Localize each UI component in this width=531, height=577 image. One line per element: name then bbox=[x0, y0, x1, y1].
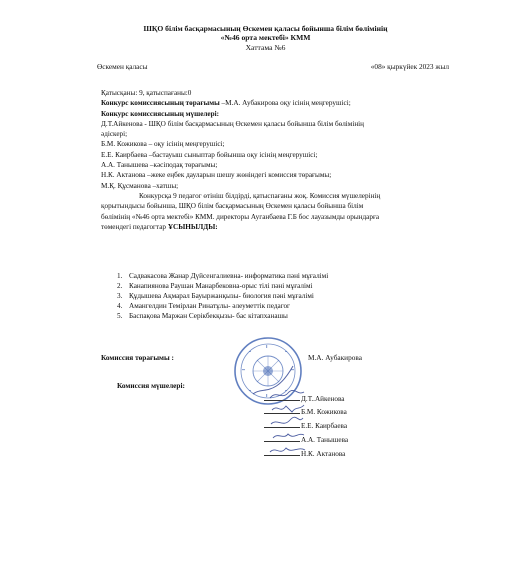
city: Өскемен қаласы bbox=[97, 62, 148, 71]
protocol-date: «08» қыркүйек 2023 жыл bbox=[370, 62, 449, 71]
header-school: «№46 орта мектебі» КММ bbox=[220, 33, 311, 42]
protocol-body bbox=[101, 88, 452, 232]
member-line: А.А. Танышева –кәсіподақ төрағымы; bbox=[101, 161, 218, 170]
list-number: 3. bbox=[117, 292, 123, 300]
candidate-name: Баспақова Маржан Серікбекқызы- бас кітапханашы bbox=[129, 312, 288, 320]
handwritten-signatures-icon bbox=[268, 388, 308, 468]
member-line: Д.Т.Айкенова - ШҚО білім басқармасының Өскемен қаласы бойынша білім бөлімінің bbox=[101, 119, 365, 128]
paragraph-line: қорытындысы бойынша, ШҚО білім басқармасының Өскемен қаласы бойынша білім bbox=[101, 202, 364, 211]
chair-signature-label: Комиссия төрағымы : bbox=[101, 353, 174, 362]
member-line: М.Қ. Құсманова –хатшы; bbox=[101, 181, 179, 190]
chair-title: Конкурс комиссиясының төрағымы bbox=[101, 99, 220, 108]
member-line: Б.М. Кожикова – оқу ісінің меңгерушісі; bbox=[101, 140, 225, 149]
candidate-list bbox=[117, 271, 328, 321]
chair-value: –М.А. Аубакирова оқу ісінің меңгерушісі; bbox=[219, 99, 351, 108]
attendance: Қатысқаны: 9, қатыспағаны:0 bbox=[101, 89, 192, 97]
member-signature-name: Е.Е. Каирбаева bbox=[301, 422, 348, 430]
candidate-name: Садвакасова Жанар Дүйсенгалиевна- информатика пәні мұғалімі bbox=[129, 272, 329, 280]
members-signature-label: Комиссия мүшелері: bbox=[117, 381, 185, 390]
protocol-number: Хаттама №6 bbox=[245, 43, 286, 52]
member-signature-name: Д.Т..Айкенова bbox=[301, 395, 345, 403]
member-line: Н.К. Актанова –жеке еңбек дауларын шешу жөніндегі комиссия төрағымы; bbox=[101, 171, 332, 180]
members-title: Конкурс комиссиясының мүшелері: bbox=[101, 109, 220, 118]
list-item bbox=[117, 291, 328, 301]
paragraph-end: төмендегі педагогтар bbox=[101, 222, 168, 231]
member-line: Е.Е. Каирбаева –бастауыш сыныптар бойынша оқу ісінің меңгерушісі; bbox=[101, 150, 318, 159]
paragraph-line: Конкурсқа 9 педагог өтініш білдірді, қатыспағаны жоқ. Комиссия мүшелерінің bbox=[139, 191, 381, 200]
chair-line bbox=[101, 98, 452, 108]
list-item bbox=[117, 271, 328, 281]
member-signature-name: Б.М. Кожикова bbox=[301, 408, 347, 416]
member-signature-name: А.А. Танышева bbox=[301, 436, 349, 444]
header-organization: ШҚО білім басқармасының Өскемен қаласы бойынша білім бөлімінің bbox=[143, 24, 388, 33]
candidate-name: Канапиянова Раушан Манарбековна-орыс тілі пәні мұғалімі bbox=[129, 282, 313, 290]
list-number: 2. bbox=[117, 282, 123, 290]
candidate-name: Құдышева Ақмарал Бауыржанқызы- биология пәні мұғалімі bbox=[129, 292, 314, 300]
list-number: 1. bbox=[117, 272, 123, 280]
candidate-name: Амангелдин Темірлан Ринатұлы- әлеуметтік педагог bbox=[129, 302, 291, 310]
chair-signature-name: М.А. Аубакирова bbox=[308, 353, 362, 362]
list-number: 5. bbox=[117, 312, 123, 320]
member-line: әдіскері; bbox=[101, 130, 128, 139]
list-item bbox=[117, 311, 328, 321]
list-item bbox=[117, 301, 328, 311]
list-item bbox=[117, 281, 328, 291]
paragraph-line: бөлімінің «№46 орта мектебі» КММ. директоры Ауганбаева Г.Б бос лауазымды орындарға bbox=[101, 212, 380, 221]
list-number: 4. bbox=[117, 302, 123, 310]
paragraph-line bbox=[101, 222, 452, 232]
recommended-label: ҰСЫНЫЛДЫ: bbox=[167, 222, 218, 231]
member-signature-name: Н.К. Актанова bbox=[301, 450, 346, 458]
